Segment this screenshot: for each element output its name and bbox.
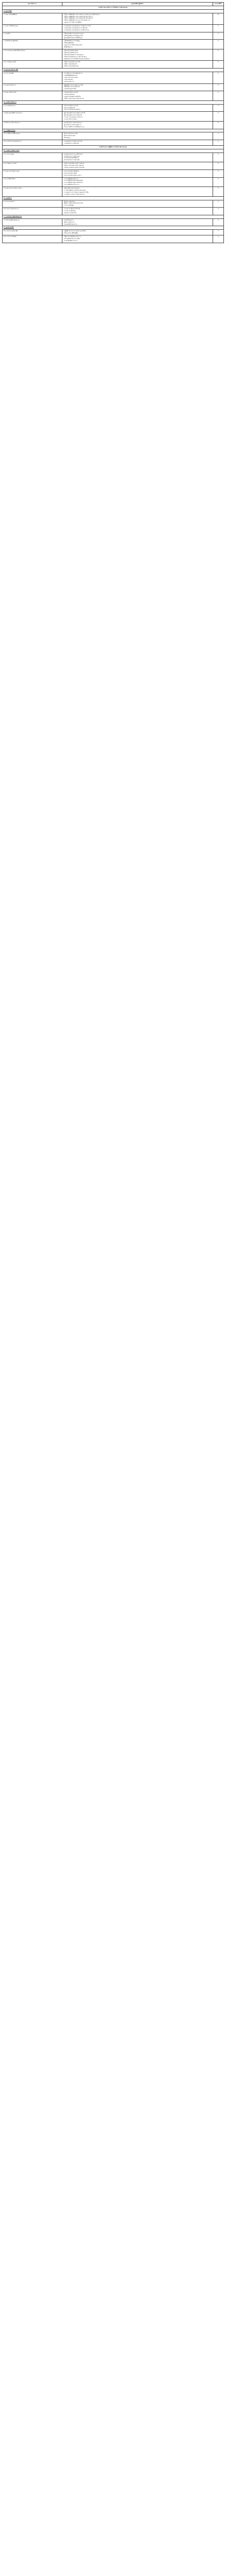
row-score: 5 xyxy=(213,152,223,162)
description-line: - เป็นแบบอย่างที่ดีแก่ผู้อื่น xyxy=(63,232,78,234)
description-line: - อยู่ระหว่างการยื่นขอจดทะเบียน xyxy=(63,44,83,46)
row-label: 2.3 ผลงานสร้างสรรค์ xyxy=(3,91,62,101)
description-line: - เผยแพร่ในรูปแบบอื่น xyxy=(63,88,76,90)
row-score: 5 xyxy=(213,187,223,197)
row-score: 10 xyxy=(213,13,223,24)
table-row xyxy=(3,61,224,69)
description-line: - สร้างเครือข่ายความร่วมมือ xyxy=(63,238,80,240)
group-row xyxy=(3,226,224,230)
description-line: - นำเสนอในการประชุมวิชาการระดับนานาชาติ xyxy=(63,25,91,27)
row-description xyxy=(62,40,213,49)
group-title: 1. ผลงานวิจัย xyxy=(3,9,224,13)
row-label: 3.2 ผู้ทรงคุณวุฒิพิจารณาผลงาน xyxy=(3,112,62,122)
description-line: - อาจารย์ที่ปรึกษาโครงงาน xyxy=(63,184,79,186)
description-line: - ผู้ทรงคุณวุฒิวารสารระดับนานาชาติ xyxy=(63,112,85,114)
row-label: 5.4 การให้คำปรึกษา xyxy=(3,177,62,187)
evaluation-form xyxy=(2,2,224,243)
description-line: - การบูรณาการกับการบริการวิชาการ xyxy=(63,193,85,195)
row-label: 6.1 ตำแหน่งบริหาร xyxy=(3,200,62,208)
row-score: 5 xyxy=(213,121,223,129)
description-line: - ได้รับรางวัลระดับชาติ xyxy=(63,63,77,65)
table-body xyxy=(3,6,224,243)
description-line: - เผยแพร่ระดับชาติ xyxy=(63,94,75,96)
description-line: - ฝึกอบรมในประเทศ xyxy=(63,135,75,137)
description-line: - ตำราที่ผ่านการประเมินคุณภาพ xyxy=(63,73,83,75)
row-label: 7.1 กิจกรรมศิลปวัฒนธรรม xyxy=(3,218,62,226)
group-title: 2. ผลงานทางวิชาการอื่น xyxy=(3,69,224,72)
row-score: 5 xyxy=(213,112,223,122)
table-row xyxy=(3,230,224,235)
description-line: - เผยแพร่ระดับนานาชาติ xyxy=(63,92,78,94)
table-row xyxy=(3,121,224,129)
section-title: ส่วนที่ 2 ผลการปฏิบัติงาน (ไม่เกิน 40 คะแนน) xyxy=(3,145,224,149)
table-row xyxy=(3,25,224,32)
description-line: - สอนร่วมกับอาจารย์ท่านอื่น xyxy=(63,159,80,161)
table-row xyxy=(3,49,224,61)
row-label: 2.1 ตำรา/หนังสือ xyxy=(3,72,62,83)
description-line: - ประชุมวิชาการระดับชาติ xyxy=(63,142,79,144)
description-line: - การบูรณาการการเรียนการสอนกับการวิจัย xyxy=(63,191,89,193)
description-line: - ได้รับทุนวิจัยจากแหล่งทุนภายนอก xyxy=(63,32,84,35)
table-row xyxy=(3,187,224,197)
description-line: - ได้รับรางวัลระดับสถาบัน xyxy=(63,65,78,67)
description-line: - กรรมการระดับมหาวิทยาลัย xyxy=(63,208,80,210)
row-label: 3.3 โครงการบริการวิชาการ xyxy=(3,121,62,129)
row-label: 5.5 นวัตกรรมการเรียนการสอน xyxy=(3,187,62,197)
row-score: 5 xyxy=(213,104,223,112)
description-line: - อาจารย์ที่ปรึกษาวิทยานิพนธ์หลัก xyxy=(63,180,83,182)
description-line: - ได้รับสิทธิบัตรการประดิษฐ์ xyxy=(63,40,79,42)
table-row xyxy=(3,152,224,162)
description-line: - กรรมการประเมินผลงานวิชาการ xyxy=(63,116,83,118)
description-line: - กรรมการวิชาการอื่น ๆ xyxy=(63,118,77,120)
description-line: - คณะทำงานเฉพาะกิจ xyxy=(63,212,77,214)
description-line: - ได้รับการตีพิมพ์ในรายงานการประชุมวิชาการ xyxy=(63,20,91,22)
table-row xyxy=(3,104,224,112)
description-line: - ตีพิมพ์ในวารสารระดับชาติ xyxy=(63,86,80,88)
col-header-indicator: ผลงานวิชาการ xyxy=(3,3,62,6)
description-line: - ผู้ร่วมโครงการบริการวิชาการ xyxy=(63,124,82,126)
description-line: - วิทยากรระดับสถาบัน/ชุมชน xyxy=(63,109,80,111)
description-line: - ผลการประเมินระดับปานกลาง xyxy=(63,174,82,176)
row-score: 2 xyxy=(213,218,223,226)
group-row xyxy=(3,196,224,200)
row-score: 3 xyxy=(213,230,223,235)
description-line: - หนังสือที่ตีพิมพ์เผยแพร่ xyxy=(63,74,77,76)
description-line: - ผู้บริหารระดับคณะ xyxy=(63,200,75,202)
row-description xyxy=(62,132,213,140)
group-row xyxy=(3,69,224,72)
table-row xyxy=(3,200,224,208)
row-score: 5 xyxy=(213,25,223,32)
description-line: - เอกสารประกอบการสอน xyxy=(63,76,78,78)
row-label: 4.1 การฝึกอบรม/ศึกษาดูงาน xyxy=(3,132,62,140)
row-label: 1.3 ทุนวิจัย xyxy=(3,32,62,40)
col-header-description: คุณสมบัติของผู้สมัคร xyxy=(62,3,213,6)
row-description xyxy=(62,187,213,197)
row-description xyxy=(62,235,213,243)
row-description xyxy=(62,208,213,215)
row-label: 8.1 จรรยาบรรณวิชาชีพ xyxy=(3,230,62,235)
row-label: 1.4 สิทธิบัตร/อนุสิทธิบัตร xyxy=(3,40,62,49)
row-score: 5 xyxy=(213,72,223,83)
row-score: 5 xyxy=(213,91,223,101)
row-score: 5 xyxy=(213,177,223,187)
row-description xyxy=(62,112,213,122)
row-description xyxy=(62,170,213,177)
description-line: - ฝึกอบรมในต่างประเทศ xyxy=(63,133,78,135)
table-row xyxy=(3,208,224,215)
description-line: - ได้รับการตีพิมพ์ในวารสารระดับนานาชาติ (ฐาน ISI/Scopus) xyxy=(63,13,100,15)
group-title: 8. คุณลักษณะอื่น xyxy=(3,226,224,230)
description-line: - ได้รับรางวัลระดับนานาชาติ xyxy=(63,61,80,63)
group-title: 7. การทำนุบำรุงศิลปวัฒนธรรม xyxy=(3,215,224,218)
description-line: - ตีพิมพ์ในวารสารระดับนานาชาติ xyxy=(63,84,83,86)
row-description xyxy=(62,140,213,146)
description-line: - ประชุมวิชาการระดับนานาชาติ xyxy=(63,141,83,143)
row-label: 1.1 ผลงานวิจัยที่ตีพิมพ์ xyxy=(3,13,62,24)
table-row xyxy=(3,112,224,122)
row-score: 3 xyxy=(213,208,223,215)
table-row xyxy=(3,72,224,83)
description-line: - วิทยากรระดับชาติ xyxy=(63,107,75,109)
group-row xyxy=(3,9,224,13)
description-line: - ใช้ประโยชน์เชิงพาณิชย์ xyxy=(63,50,78,52)
description-line: - มีหลักฐานการนำไปใช้ประโยชน์อย่างชัดเจน xyxy=(63,58,90,60)
description-line: - สอนในระดับบัณฑิตศึกษา xyxy=(63,157,79,159)
group-row xyxy=(3,129,224,132)
row-label: 2.2 บทความวิชาการ xyxy=(3,83,62,91)
row-score: 5 xyxy=(213,49,223,61)
table-row xyxy=(3,162,224,170)
row-score: 5 xyxy=(213,170,223,177)
row-label: 1.6 รางวัลผลงานวิจัย xyxy=(3,61,62,69)
description-line: - วิทยากรระดับนานาชาติ xyxy=(63,105,78,107)
description-line: - อาจารย์ที่ปรึกษาวิทยานิพนธ์ร่วม xyxy=(63,182,83,184)
row-description xyxy=(62,218,213,226)
row-label: 6.2 กรรมการ/คณะทำงาน xyxy=(3,208,62,215)
description-line: - ผู้บริหารระดับภาควิชา/สาขาวิชา xyxy=(63,202,84,205)
group-title: 4. การพัฒนาตนเอง xyxy=(3,129,224,132)
criteria-table xyxy=(2,2,224,243)
table-row xyxy=(3,32,224,40)
table-row xyxy=(3,83,224,91)
row-description xyxy=(62,121,213,129)
row-description xyxy=(62,72,213,83)
description-line: - อาจารย์ที่ปรึกษาวิชาการ xyxy=(63,178,79,180)
description-line: - ผู้ทรงคุณวุฒิวารสารระดับชาติ xyxy=(63,114,82,116)
description-line: - ผลการประเมินระดับดี xyxy=(63,172,77,174)
row-score: 5 xyxy=(213,61,223,69)
description-line: - อยู่ระหว่างการพิจารณาตีพิมพ์ xyxy=(63,22,82,24)
table-header-row xyxy=(3,3,224,6)
description-line: - ได้รับรางวัลจากผลงานสร้างสรรค์ xyxy=(63,97,84,99)
description-line: - เผยแพร่ระดับภูมิภาค/ท้องถิ่น xyxy=(63,95,81,97)
group-row xyxy=(3,100,224,104)
row-label: 1.5 การนำผลงานวิจัยไปใช้ประโยชน์ xyxy=(3,49,62,61)
description-line: - ปรับปรุงรายวิชาตามผลการประเมิน xyxy=(63,167,85,168)
row-label: 5.1 ภาระงานสอน xyxy=(3,152,62,162)
description-line: - จัดทำรายละเอียดรายวิชา (มคอ.3) xyxy=(63,163,85,165)
description-line: - ได้รับการตีพิมพ์ในวารสารระดับชาติ (TCI กลุ่ม 1) xyxy=(63,15,93,18)
row-score: 5 xyxy=(213,200,223,208)
table-row xyxy=(3,132,224,140)
description-line: - เอกสารคำสอน xyxy=(63,78,73,80)
row-score: 2 xyxy=(213,140,223,146)
description-line: - ศึกษาดูงาน xyxy=(63,137,71,139)
row-score: 5 xyxy=(213,40,223,49)
row-score: 5 xyxy=(213,83,223,91)
description-line: - ช่วยเหลือเพื่อนร่วมงาน xyxy=(63,240,78,242)
row-score: 3 xyxy=(213,132,223,140)
group-row xyxy=(3,215,224,218)
table-row xyxy=(3,91,224,101)
table-row xyxy=(3,40,224,49)
row-label: 1.2 ผลงานวิจัยที่นำเสนอ xyxy=(3,25,62,32)
group-title: 5. การจัดการเรียนการสอน xyxy=(3,149,224,152)
description-line: - สอนเกินภาระงานที่กำหนด xyxy=(63,155,80,157)
group-row xyxy=(3,149,224,152)
section-row xyxy=(3,6,224,9)
description-line: - ได้รับทุนวิจัยจากแหล่งทุนภายใน xyxy=(63,35,83,37)
row-description xyxy=(62,162,213,170)
group-title: 6. งานบริหาร xyxy=(3,196,224,200)
row-description xyxy=(62,49,213,61)
description-line: - นำเสนอในการประชุมวิชาการระดับสถาบัน xyxy=(63,29,89,31)
col-header-score: คะแนนที่ได้ xyxy=(213,3,223,6)
description-line: - บทความวิชาการ xyxy=(63,80,74,82)
table-row xyxy=(3,170,224,177)
row-label: 5.2 การพัฒนารายวิชา xyxy=(3,162,62,170)
description-line: - ผลการประเมินระดับดีมาก xyxy=(63,170,79,172)
row-description xyxy=(62,200,213,208)
row-description xyxy=(62,104,213,112)
description-line: - ผู้ร่วมวิจัยในโครงการที่ได้รับทุน xyxy=(63,37,83,39)
description-line: - ปฏิบัติตามจรรยาบรรณอย่างเคร่งครัด xyxy=(63,230,86,232)
row-description xyxy=(62,61,213,69)
description-line: - นำเสนอในการประชุมวิชาการระดับชาติ xyxy=(63,27,88,29)
row-label: 4.2 การเข้าร่วมประชุมวิชาการ xyxy=(3,140,62,146)
description-line: - ผู้เข้าร่วมโครงการ xyxy=(63,221,75,223)
table-row xyxy=(3,235,224,243)
description-line: - พัฒนาสื่อการสอนออนไลน์ xyxy=(63,188,79,190)
table-row xyxy=(3,218,224,226)
row-label: 8.2 การทำงานเป็นทีม xyxy=(3,235,62,243)
description-line: - ให้ความร่วมมือในการทำงาน xyxy=(63,236,81,238)
row-description xyxy=(62,80,213,91)
description-line: - ได้รับอนุสิทธิบัตร xyxy=(63,42,74,44)
section-title: ส่วนที่ 1 ผลงานวิชาการ (ไม่น้อยกว่า 60 คะแนน) xyxy=(3,6,224,9)
description-line: - สอนครบตามภาระงานที่กำหนด xyxy=(63,153,83,155)
row-label: 3.1 การเป็นวิทยากร xyxy=(3,104,62,112)
row-score: 5 xyxy=(213,162,223,170)
description-line: - ใช้ประโยชน์เชิงวิชาการ (มีการอ้างอิง) xyxy=(63,56,87,58)
description-line: - ใช้ประโยชน์เชิงสาธารณะ/ชุมชน xyxy=(63,54,84,56)
row-description xyxy=(62,32,213,40)
row-score: 5 xyxy=(213,32,223,40)
group-title: 3. การบริการวิชาการ xyxy=(3,100,224,104)
description-line: - กรรมการระดับคณะ xyxy=(63,210,76,212)
row-label: 5.3 ผลการประเมินการสอน xyxy=(3,170,62,177)
table-row xyxy=(3,13,224,24)
description-line: - ใช้ประโยชน์เชิงนโยบาย xyxy=(63,52,78,54)
row-description xyxy=(62,152,213,162)
description-line: - หัวหน้าโครงการ xyxy=(63,219,74,221)
row-score: 2 xyxy=(213,235,223,243)
description-line: - หัวหน้าโครงการบริการวิชาการ xyxy=(63,122,83,124)
row-description xyxy=(62,13,213,24)
table-row xyxy=(3,140,224,146)
description-line: - โครงการที่สร้างรายได้ให้หน่วยงาน xyxy=(63,126,85,128)
description-line: - ลิขสิทธิ์ผลงาน xyxy=(63,46,73,48)
table-row xyxy=(3,177,224,187)
description-line: - ประธานหลักสูตร xyxy=(63,205,74,207)
section-row xyxy=(3,145,224,149)
description-line: - เผยแพร่ศิลปวัฒนธรรม xyxy=(63,223,77,225)
description-line: - จัดทำรายงานผลรายวิชา (มคอ.5) xyxy=(63,165,84,167)
row-description xyxy=(62,25,213,32)
row-description xyxy=(62,91,213,101)
description-line: - ได้รับการตีพิมพ์ในวารสารระดับชาติ (TCI กลุ่ม 2) xyxy=(63,18,93,20)
row-description xyxy=(62,230,213,235)
description-line: - การเรียนรู้เชิงรุก (Active Learning) xyxy=(63,190,86,192)
